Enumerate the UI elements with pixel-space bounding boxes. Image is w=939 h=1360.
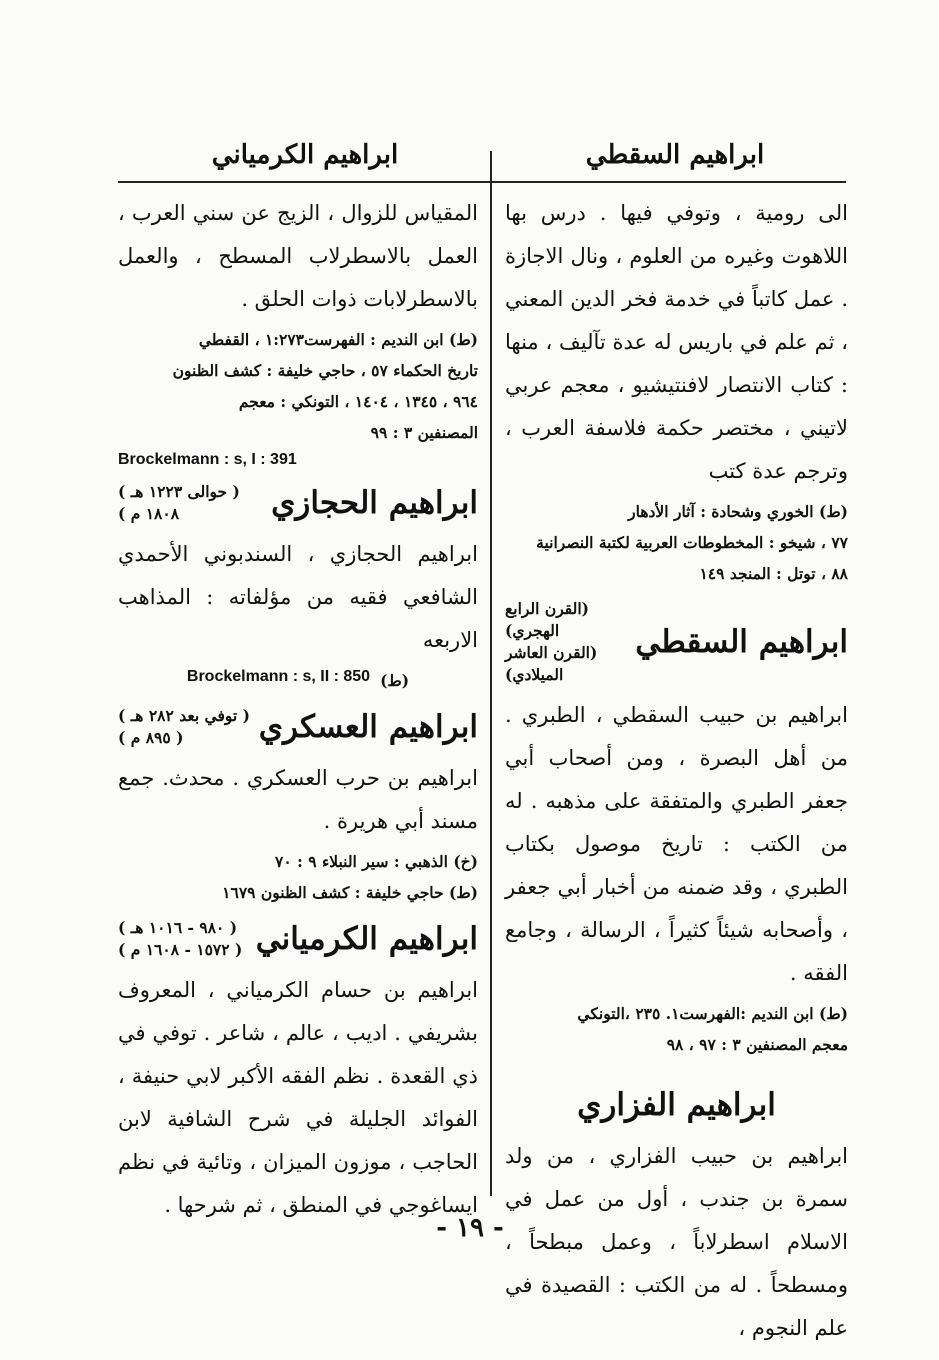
entry-dates <box>118 481 240 525</box>
entry-text: ابراهيم بن حبيب الفزاري ، من ولد سمرة بن جندب ، أول من عمل في الاسلام اسطرلاباً ، وعمل مبطحاً ، ومسطحاً . له من الكتب : القصيدة في علم النجوم ، <box>505 1144 848 1340</box>
reference-block <box>505 1001 848 1057</box>
date-hijri: ( ٩٨٠ - ١٠١٦ هـ ) <box>118 918 238 937</box>
entry-heading <box>505 598 848 686</box>
reference-line: (خ) الذهبي : سير النبلاء ٩ : ٧٠ <box>275 852 478 871</box>
reference-block <box>118 849 478 905</box>
reference-block <box>505 499 848 586</box>
entry-heading <box>118 705 478 749</box>
date-hijri: ( توفي بعد ٢٨٢ هـ ) <box>118 706 250 725</box>
reference-line: ٨٨ ، توتل : المنجد ١٤٩ <box>699 564 848 583</box>
entry-title: ابراهيم السقطي <box>635 624 848 660</box>
date-hijri: ( حوالى ١٢٢٣ هـ ) <box>118 482 240 501</box>
reference-line: (ط) الخوري وشحادة : آثار الأدهار <box>628 502 848 521</box>
reference-block <box>118 327 478 445</box>
reference-mark: (ط) <box>380 671 410 690</box>
entry-title: ابراهيم الفزاري <box>577 1087 776 1123</box>
header-rule <box>118 181 846 183</box>
reference-line: معجم المصنفين ٣ : ٩٧ ، ٩٨ <box>666 1035 848 1054</box>
entry-heading <box>118 917 478 961</box>
running-header-right: ابراهيم السقطي <box>585 140 765 170</box>
entry-text: ابراهيم بن حسام الكرمياني ، المعروف بشريفي . اديب ، عالم ، شاعر . توفي في ذي القعدة . نظم الفقه الأكبر لابي حنيفة ، الفوائد الجليلة في شرح الشافية لابن الحاجب ، موزون الميزان ، وتائية في نظم ايساغوجي في المنطق ، ثم شرحها . <box>118 978 478 1217</box>
entry-dates <box>118 705 250 749</box>
right-column <box>505 192 848 1350</box>
reference-line: ٧٧ ، شيخو : المخطوطات العربية لكتبة النصرانية <box>536 533 848 552</box>
reference-line: ٩٦٤ ، ١٣٤٥ ، ١٤٠٤ ، التونكي : معجم <box>238 392 478 411</box>
reference-line: (ط) حاجي خليفة : كشف الظنون ١٦٧٩ <box>222 883 478 902</box>
reference-line: تاريخ الحكماء ٥٧ ، حاجي خليفة : كشف الظنون <box>172 361 478 380</box>
reference-block <box>118 668 478 693</box>
continuation-text: الى رومية ، وتوفي فيها . درس بها اللاهوت وغيره من العلوم ، ونال الاجازة . عمل كاتباً في خدمة فخر الدين المعني ، ثم علم في باريس له عدة تآليف ، منها : كتاب الانتصار لافنتيشيو ، معجم عربي لاتيني ، مختصر حكمة فلاسفة العرب ، وترجم عدة كتب <box>505 201 848 483</box>
entry-dates <box>505 598 635 686</box>
reference-line: المصنفين ٣ : ٩٩ <box>370 423 478 442</box>
latin-reference: Brockelmann : s, II : 850 <box>186 668 371 685</box>
date-gregorian: (القرن العاشر الميلادي) <box>505 643 598 684</box>
left-column <box>118 192 478 1227</box>
entry-heading <box>118 481 478 525</box>
entry-title: ابراهيم العسكري <box>258 709 478 745</box>
entry-title: ابراهيم الحجازي <box>271 485 478 521</box>
latin-reference: Brockelmann : s, I : 391 <box>118 451 297 468</box>
entry-dates <box>118 917 242 961</box>
date-gregorian: ١٨٠٨ م ) <box>118 504 180 523</box>
entry-text: ابراهيم الحجازي ، السندبوني الأحمدي الشافعي فقيه من مؤلفاته : المذاهب الاربعه <box>118 542 478 652</box>
column-divider <box>490 151 492 1196</box>
date-gregorian: ( ١٥٧٢ - ١٦٠٨ م ) <box>118 940 243 959</box>
continuation-text: المقياس للزوال ، الزيج عن سني العرب ، العمل بالاسطرلاب المسطح ، والعمل بالاسطرلابات ذوات الحلق . <box>118 201 478 311</box>
running-header-left: ابراهيم الكرمياني <box>211 140 399 170</box>
reference-line: (ط) ابن النديم :الفهرست١. ٢٣٥ ،التونكي <box>577 1004 848 1023</box>
entry-text: ابراهيم بن حبيب السقطي ، الطبري . من أهل البصرة ، ومن أصحاب أبي جعفر الطبري والمتفقة على مذهبه . له من الكتب : تاريخ موصول بكتاب الطبري ، وقد ضمنه من أخبار أبي جعفر ، وأصحابه شيئاً كثيراً ، الرسالة ، وجامع الفقه . <box>505 703 848 985</box>
reference-line: (ط) ابن النديم : الفهرست١:٢٧٣ ، القفطي <box>198 330 478 349</box>
page-number: - ١٩ - <box>436 1213 504 1243</box>
date-gregorian: ( ٨٩٥ م ) <box>118 728 184 747</box>
entry-title: ابراهيم الكرمياني <box>255 921 478 957</box>
entry-text: ابراهيم بن حرب العسكري . محدث. جمع مسند أبي هريرة . <box>118 766 478 833</box>
date-hijri: (القرن الرابع الهجري) <box>505 599 589 640</box>
